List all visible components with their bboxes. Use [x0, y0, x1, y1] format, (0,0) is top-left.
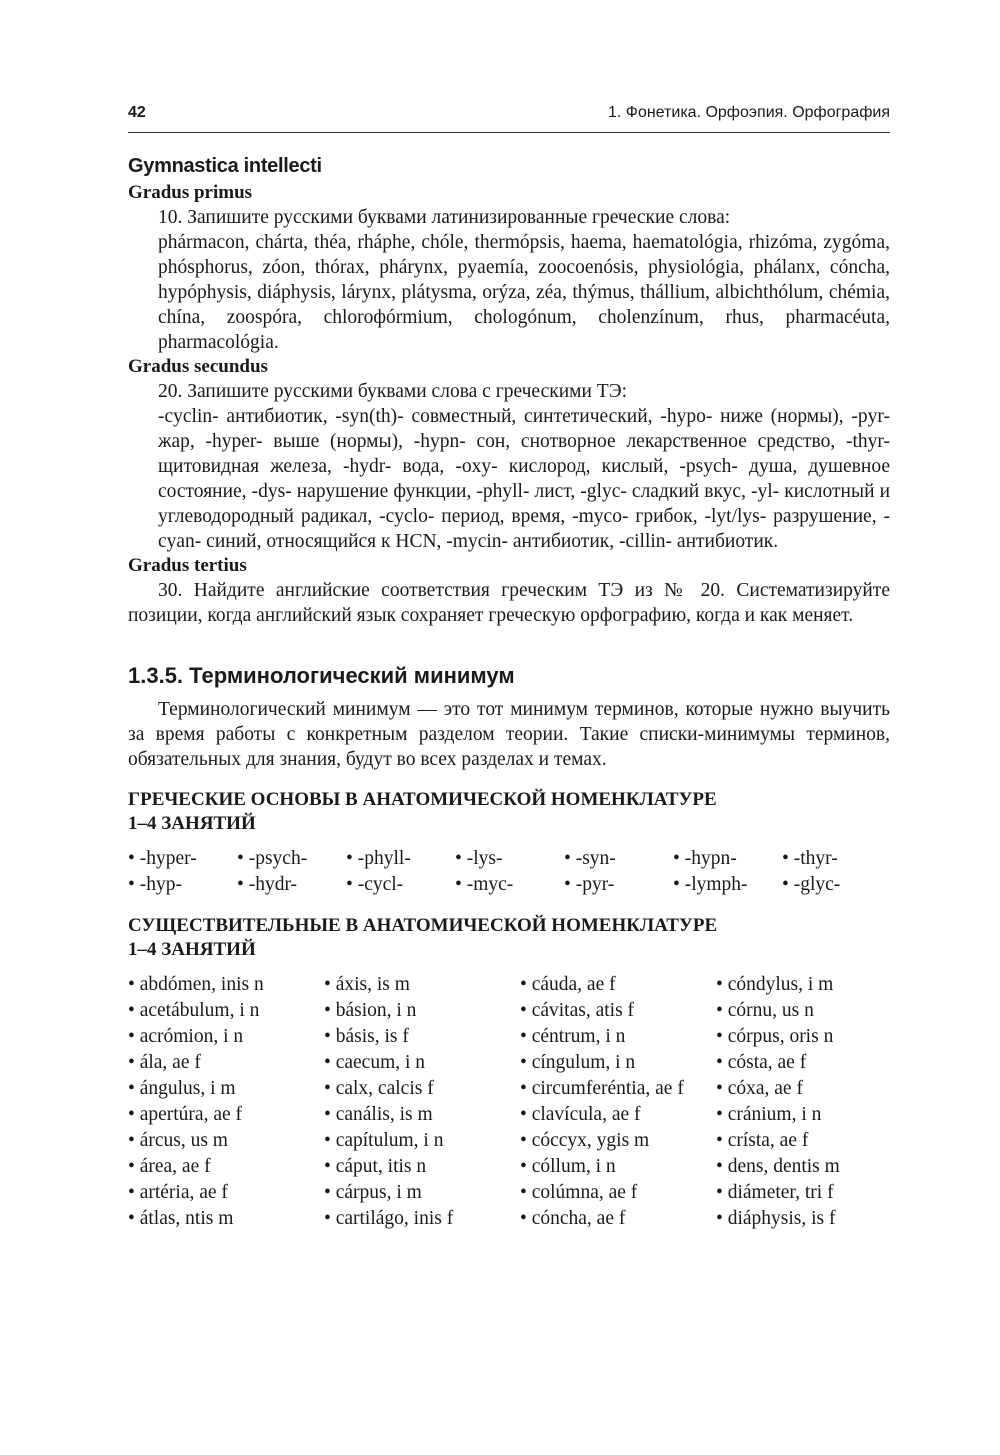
- greek-stem-item: • -thyr-: [782, 846, 891, 872]
- exercise-heading: Gymnastica intellecti: [128, 155, 322, 177]
- section-paragraph: Терминологический минимум — это тот минимум терминов, которые нужно выучить за время работы с конкретным разделом теории. Такие списки-минимумы терминов, обязательных для знания, будут во всех разделах и темах.: [128, 699, 890, 770]
- noun-item: • córpus, oris n: [716, 1024, 890, 1050]
- noun-item: • área, ae f: [128, 1154, 324, 1180]
- greek-stems-heading-line1: ГРЕЧЕСКИЕ ОСНОВЫ В АНАТОМИЧЕСКОЙ НОМЕНКЛАТУРЕ: [128, 789, 717, 810]
- task-30-text: 30. Найдите английские соответствия греческим ТЭ из № 20. Систематизируйте позиции, когда английский язык сохраняет греческую орфографию, когда и как меняет.: [128, 580, 890, 626]
- greek-stem-item: • -glyc-: [782, 872, 891, 898]
- noun-item: • áxis, is m: [324, 972, 520, 998]
- noun-item: • calx, calcis f: [324, 1076, 520, 1102]
- greek-stem-item: • -phyll-: [346, 846, 455, 872]
- noun-item: • diáphysis, is f: [716, 1206, 890, 1232]
- greek-stem-item: • -lys-: [455, 846, 564, 872]
- noun-item: • diámeter, tri f: [716, 1180, 890, 1206]
- greek-stem-item: • -pyr-: [564, 872, 673, 898]
- greek-stems-heading: [128, 788, 890, 836]
- noun-item: • átlas, ntis m: [128, 1206, 324, 1232]
- noun-item: • córnu, us n: [716, 998, 890, 1024]
- noun-item: • apertúra, ae f: [128, 1102, 324, 1128]
- page-content: [128, 155, 890, 1232]
- noun-item: • cáuda, ae f: [520, 972, 716, 998]
- section-heading: 1.3.5. Терминологический минимум: [128, 663, 515, 688]
- noun-item: • caecum, i n: [324, 1050, 520, 1076]
- greek-stem-item: • -lymph-: [673, 872, 782, 898]
- noun-item: • cóxa, ae f: [716, 1076, 890, 1102]
- task-20-prompt: 20. Запишите русскими буквами слова с греческими ТЭ:: [158, 381, 627, 402]
- noun-item: • cárpus, i m: [324, 1180, 520, 1206]
- noun-item: • crísta, ae f: [716, 1128, 890, 1154]
- nouns-heading-line1: СУЩЕСТВИТЕЛЬНЫЕ В АНАТОМИЧЕСКОЙ НОМЕНКЛАТУРЕ: [128, 915, 718, 936]
- noun-item: • cóccyx, ygis m: [520, 1128, 716, 1154]
- noun-item: • cartilágo, inis f: [324, 1206, 520, 1232]
- greek-stem-item: • -hyper-: [128, 846, 237, 872]
- noun-item: • ála, ae f: [128, 1050, 324, 1076]
- noun-item: • artéria, ae f: [128, 1180, 324, 1206]
- noun-item: • básis, is f: [324, 1024, 520, 1050]
- gradus-secundus-heading: Gradus secundus: [128, 356, 268, 377]
- greek-stem-item: • -psych-: [237, 846, 346, 872]
- greek-stem-item: • -cycl-: [346, 872, 455, 898]
- gradus-tertius-heading: Gradus tertius: [128, 555, 247, 576]
- noun-item: • acetábulum, i n: [128, 998, 324, 1024]
- noun-item: • cávitas, atis f: [520, 998, 716, 1024]
- noun-item: • cóndylus, i m: [716, 972, 890, 998]
- noun-item: • clavícula, ae f: [520, 1102, 716, 1128]
- nouns-heading: [128, 914, 890, 962]
- noun-item: • abdómen, inis n: [128, 972, 324, 998]
- greek-stem-item: • -syn-: [564, 846, 673, 872]
- noun-item: • cáput, itis n: [324, 1154, 520, 1180]
- noun-item: • colúmna, ae f: [520, 1180, 716, 1206]
- noun-item: • cósta, ae f: [716, 1050, 890, 1076]
- noun-item: • cóncha, ae f: [520, 1206, 716, 1232]
- nouns-list: [128, 972, 890, 1232]
- greek-stem-item: • -hyp-: [128, 872, 237, 898]
- noun-item: • ángulus, i m: [128, 1076, 324, 1102]
- greek-stems-list: [128, 846, 890, 898]
- noun-item: • dens, dentis m: [716, 1154, 890, 1180]
- noun-item: • cóllum, i n: [520, 1154, 716, 1180]
- nouns-heading-line2: 1–4 ЗАНЯТИЙ: [128, 939, 256, 960]
- greek-stem-item: • -myc-: [455, 872, 564, 898]
- noun-item: • capítulum, i n: [324, 1128, 520, 1154]
- noun-item: • cíngulum, i n: [520, 1050, 716, 1076]
- running-head: [128, 104, 890, 133]
- greek-stem-item: • -hypn-: [673, 846, 782, 872]
- chapter-title: 1. Фонетика. Орфоэпия. Орфография: [608, 104, 890, 121]
- noun-item: • básion, i n: [324, 998, 520, 1024]
- noun-item: • canális, is m: [324, 1102, 520, 1128]
- task-10-prompt: 10. Запишите русскими буквами латинизированные греческие слова:: [158, 207, 731, 228]
- page-number: 42: [128, 104, 146, 121]
- greek-stem-item: • -hydr-: [237, 872, 346, 898]
- gradus-primus-heading: Gradus primus: [128, 182, 253, 203]
- noun-item: • circumferéntia, ae f: [520, 1076, 716, 1102]
- task-20-words: -cyclin- антибиотик, -syn(th)- совместный, синтетический, -hypo- ниже (нормы), -pyr- жар, -hyper- выше (нормы), -hypn- сон, снотворное лекарственное средство, -thyr- щитовидная железа, -hydr- вода, -oxy- кислород, кислый, -psych- душа, душевное состояние, -dys- нарушение функции, -phyll- лист, -glyc- сладкий вкус, -yl- кислотный и углеводородный радикал, -cyclo- период, время, -myco- грибок, -lyt/lys- разрушение, -cyan- синий, относящийся к HCN, -mycin- антибиотик, -cillin- антибиотик.: [158, 406, 890, 552]
- noun-item: • acrómion, i n: [128, 1024, 324, 1050]
- task-10-words: phármacon, chárta, théa, rháphe, chóle, thermópsis, haema, haematológia, rhizóma, zygóma, phósphorus, zóon, thórax, phárynx, pyaemía, zoocoenósis, physiológia, phálanx, cóncha, hypóphysis, diáphysis, lárynx, plátysma, orýza, zéa, thýmus, thállium, albichthólum, chémia, chína, zoospóra, chloroфórmium, chologónum, cholenzínum, rhus, pharmacéuta, pharmacológia.: [158, 232, 890, 353]
- noun-item: • árcus, us m: [128, 1128, 324, 1154]
- noun-item: • cránium, i n: [716, 1102, 890, 1128]
- noun-item: • céntrum, i n: [520, 1024, 716, 1050]
- greek-stems-heading-line2: 1–4 ЗАНЯТИЙ: [128, 813, 256, 834]
